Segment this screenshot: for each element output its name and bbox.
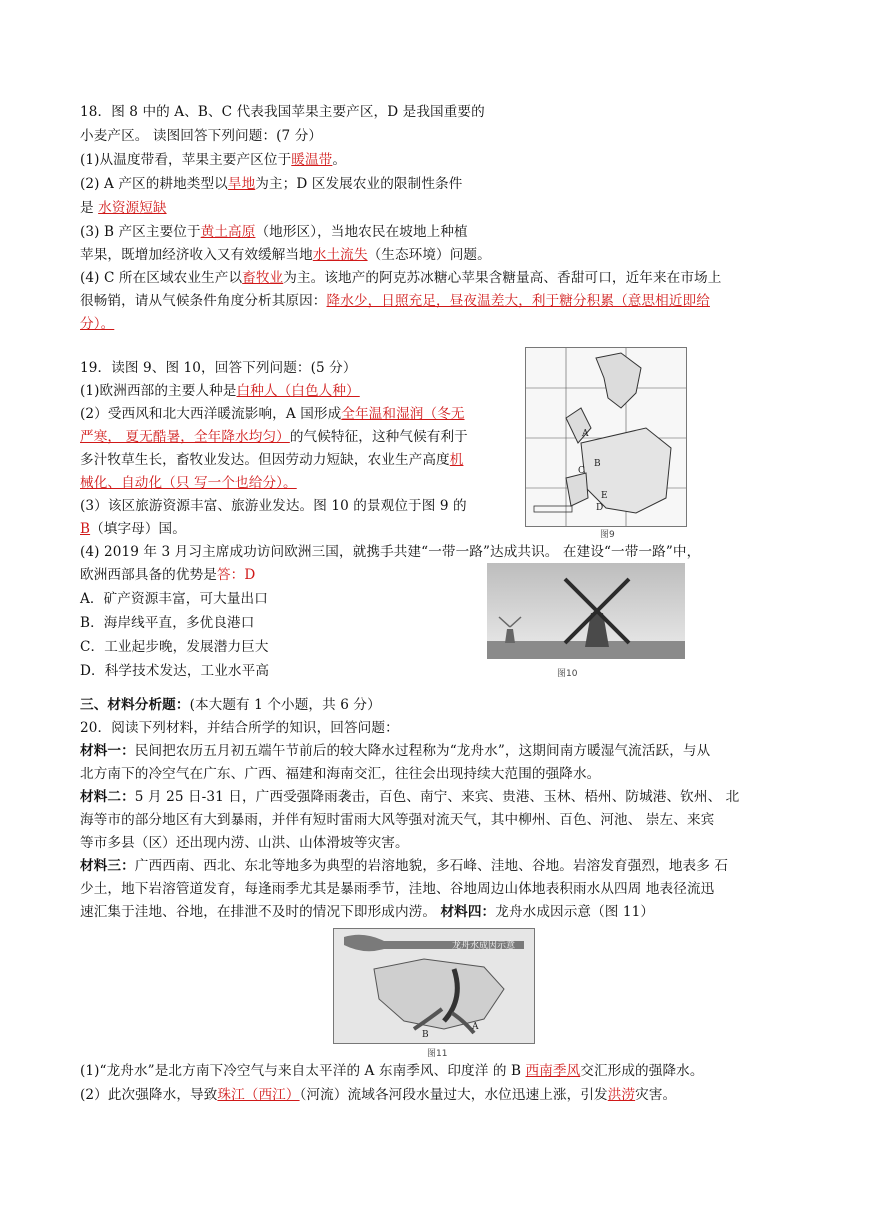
option-b: B．海岸线平直，多优良港口: [80, 615, 255, 631]
map-label-a: A: [582, 429, 589, 439]
q18-line-2: 小麦产区。 读图回答下列问题：(7 分）: [80, 128, 323, 144]
diagram-label-b: B: [422, 1030, 429, 1040]
q19-part-2-cont2: 多汁牧草生长，畜牧业发达。但因劳动力短缺，农业生产高度机: [80, 452, 464, 468]
material-2-line-1: 材料二：5 月 25 日-31 日，广西受强降雨袭击，百色、南宁、来宾、贵港、玉林、梧州、防城港、钦州、 北: [80, 789, 740, 805]
q18-part-4: (4) C 所在区域农业生产以畜牧业为主。该地产的阿克苏冰糖心苹果含糖量高、香甜可口，近年来在市场上: [80, 270, 722, 286]
answer-text: 暖温带: [291, 152, 333, 168]
answer-text: 白种人（白色人种）: [236, 383, 360, 399]
q20-answer-2: (2）此次强降水，导致珠江（西江）（河流）流域各河段水量过大，水位迅速上涨，引发洪涝灾害。: [80, 1087, 677, 1103]
figure-10-caption: 图10: [557, 669, 578, 679]
material-2-line-2: 海等市的部分地区有大到暴雨，并伴有短时雷雨大风等强对流天气，其中柳州、百色、河池、 崇左、来宾: [80, 812, 715, 828]
material-1-line-2: 北方南下的冷空气在广东、广西、福建和海南交汇，往往会出现持续大范围的强降水。: [80, 766, 601, 782]
q19-part-2-cont: 严寒， 夏无酷暑，全年降水均匀）的气候特征，这种气候有利于: [80, 429, 468, 445]
q19-line-1: 19．读图 9、图 10，回答下列问题：(5 分）: [80, 360, 357, 376]
option-c: C．工业起步晚，发展潜力巨大: [80, 639, 269, 655]
q20-answer-1: (1)“龙舟水”是北方南下冷空气与来自太平洋的 A 东南季风、印度洋 的 B 西南季风交汇形成的强降水。: [80, 1063, 704, 1079]
q18-part-4-end: [80, 313, 114, 336]
answer-text: 降水少，日照充足，昼夜温差大，利于糖分积累（意思相近即给: [326, 293, 710, 309]
diagram-label-a: A: [472, 1022, 479, 1032]
answer-text: 机: [449, 452, 464, 468]
section-3-heading: 三、材料分析题：(本大题有 1 个小题，共 6 分）: [80, 697, 381, 713]
answer-text: B: [80, 521, 91, 537]
answer-text: 黄土高原: [200, 224, 256, 240]
material-3-line-2: 少土，地下岩溶管道发育，每逢雨季尤其是暴雨季节，洼地、谷地周边山体地表积雨水从四周 地表径流迅: [80, 881, 715, 897]
figure-11-caption: 图11: [427, 1049, 448, 1059]
answer-text: 旱地: [227, 176, 256, 192]
q19-part-1: (1)欧洲西部的主要人种是白种人（白色人种）: [80, 383, 360, 399]
q19-part-4: (4) 2019 年 3 月习主席成功访问欧洲三国，就携手共建“一带一路”达成共识。 在建设“一带一路”中，: [80, 544, 701, 560]
dragon-boat-water-image: [334, 929, 534, 1043]
q18-line-1: 18．图 8 中的 A、B、C 代表我国苹果主要产区，D 是我国重要的: [80, 104, 485, 120]
option-d: D．科学技术发达，工业水平高: [80, 663, 270, 679]
answer-text: 水资源短缺: [98, 200, 167, 216]
figure-9-caption: 图9: [600, 530, 615, 540]
europe-map-image: [526, 348, 686, 526]
map-label-d: D: [596, 503, 604, 513]
answer-text: 西南季风: [525, 1063, 581, 1079]
q19-part-3-cont: B（填字母）国。: [80, 521, 186, 537]
answer-text: 珠江（西江）: [217, 1087, 300, 1103]
q19-part-2-end: [80, 472, 297, 495]
answer-text: 分）。: [80, 316, 115, 332]
q18-part-3-cont: 苹果，既增加经济收入又有效缓解当地水土流失（生态环境）问题。: [80, 247, 491, 263]
q18-part-1: (1)从温度带看，苹果主要产区位于暖温带。: [80, 152, 347, 168]
q18-part-2-cont: 是 水资源短缺: [80, 200, 167, 216]
material-3-line-1: 材料三：广西西南、西北、东北等地多为典型的岩溶地貌，多石峰、洼地、谷地。岩溶发育强烈，地表多 石: [80, 858, 729, 874]
answer-text: 水土流失: [312, 247, 368, 263]
q18-part-3: (3) B 产区主要位于黄土高原（地形区），当地农民在坡地上种植: [80, 224, 468, 240]
answer-text: 答：D: [216, 567, 256, 583]
map-label-c: C: [578, 466, 585, 476]
answer-text: 畜牧业: [242, 270, 284, 286]
map-label-e: E: [601, 491, 608, 501]
answer-text: 全年温和湿润（冬无: [341, 406, 465, 422]
option-a: A．矿产资源丰富，可大量出口: [80, 591, 268, 607]
figure-10-windmill-photo: [487, 563, 685, 659]
q19-part-4-cont: 欧洲西部具备的优势是答：D: [80, 567, 256, 583]
q18-part-2: (2) A 产区的耕地类型以旱地为主；D 区发展农业的限制性条件: [80, 176, 463, 192]
q18-part-4-cont: 很畅销，请从气候条件角度分析其原因：降水少，日照充足，昼夜温差大，利于糖分积累（意思相近即给: [80, 293, 710, 309]
answer-text: 严寒， 夏无酷暑，全年降水均匀）: [80, 429, 290, 445]
material-2-line-3: 等市多县（区）还出现内涝、山洪、山体滑坡等灾害。: [80, 835, 409, 851]
figure-11-dragon-boat-water-diagram: [333, 928, 535, 1044]
map-label-b: B: [594, 459, 601, 469]
answer-text: 洪涝: [607, 1087, 636, 1103]
q19-part-3: (3）该区旅游资源丰富、旅游业发达。图 10 的景观位于图 9 的: [80, 498, 467, 514]
material-3-line-3: 速汇集于洼地、谷地，在排泄不及时的情况下即形成内涝。 材料四：龙舟水成因示意（图 11）: [80, 904, 655, 920]
answer-text: 械化、自动化（只 写一个也给分）。: [80, 475, 297, 491]
windmill-image: [487, 563, 685, 659]
q20-intro: 20．阅读下列材料，并结合所学的知识，回答问题：: [80, 720, 399, 736]
q19-part-2: (2）受西风和北大西洋暖流影响，A 国形成全年温和湿润（冬无: [80, 406, 465, 422]
material-1-line-1: 材料一：民间把农历五月初五端午节前后的较大降水过程称为“龙舟水”，这期间南方暖湿气流活跃，与从: [80, 743, 711, 759]
figure-11-title: 龙舟水成因示意: [452, 941, 516, 951]
figure-9-europe-map: [525, 347, 687, 527]
